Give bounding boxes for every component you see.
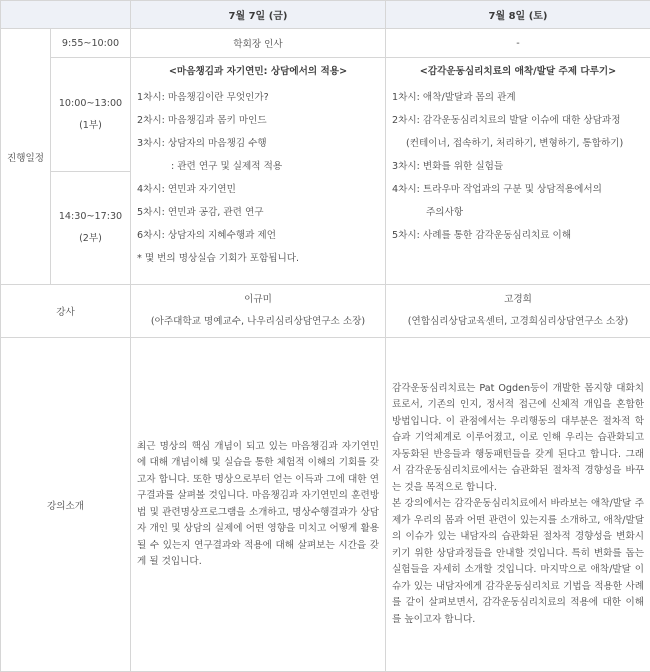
day2-item-1: 1차시: 애착/발달과 몸의 관계 — [392, 92, 516, 103]
instructor-day1-name: 이규미 — [244, 294, 272, 305]
greeting-day1: 학회장 인사 — [131, 29, 386, 58]
instructor-day2 — [386, 285, 650, 338]
instructor-day1 — [131, 285, 386, 338]
time-slot-1: 9:55~10:00 — [51, 29, 131, 58]
instructor-day2-affiliation: (연합심리상담교육센터, 고경희심리상담연구소 소장) — [407, 316, 629, 327]
header-day1: 7월 7일 (금) — [131, 1, 386, 29]
day2-item-4-note: 주의사항 — [426, 207, 464, 218]
header-day2: 7월 8일 (토) — [386, 1, 650, 29]
day2-item-3: 3차시: 변화를 위한 실험들 — [392, 161, 504, 172]
instructor-label: 강사 — [1, 285, 131, 338]
instructor-day1-affiliation: (아주대학교 명예교수, 나우리심리상담연구소 소장) — [150, 316, 366, 327]
intro-day1 — [131, 338, 386, 672]
day1-item-4: 4차시: 연민과 자기연민 — [137, 184, 236, 195]
greeting-day2: - — [386, 29, 650, 58]
intro-day2-paragraph-1: 감각운동심리치료는 Pat Ogden등이 개발한 몸지향 대화치료로서, 기존의 인지, 정서적 접근에 신체적 개입을 혼합한 방법입니다. 이 관점에서는 우리행동의 대부분은 절차적 학습과 기억체계로 이루어졌고, 이로 인해 우리는 습관화되고 자동화된 반응들과 행동패턴들을 갖게 된다고 합니다. 그래서 감각운동심리치료에서는 습관화된 절차적 경향성을 바꾸는 것을 목적으로 합니다. — [392, 382, 644, 493]
day1-session — [131, 58, 386, 285]
day1-item-2: 2차시: 마음챙김과 몸키 마인드 — [137, 115, 267, 126]
intro-day1-text: 최근 명상의 핵심 개념이 되고 있는 마음챙김과 자기연민에 대해 개념이해 및 실습을 통한 체험적 이해의 기회를 갖고자 합니다. 또한 명상으로부터 얻는 이득과 그에 대한 연구결과를 살펴볼 것입니다. 마음챙김과 자기연민의 훈련방법 및 관련명상프로그램을 소개하고, 명상수행결과가 상담자 개인 및 상담의 실제에 어떤 영향을 미치고 어떻게 활용될 수 있는지 연구결과와 적용에 대해 살펴보는 시간을 갖게 될 것입니다. — [137, 440, 379, 567]
instructor-row — [1, 285, 650, 338]
day1-item-1: 1차시: 마음챙김이란 무엇인가? — [137, 92, 269, 103]
day1-session-title: <마음챙김과 자기연민: 상담에서의 적용> — [168, 66, 348, 77]
time-slot-2-part: (1부) — [79, 119, 102, 131]
instructor-day2-name: 고경희 — [504, 294, 532, 305]
day2-item-2: 2차시: 감각운동심리치료의 발달 이슈에 대한 상담과정 — [392, 115, 621, 126]
day1-note: * 몇 번의 명상실습 기회가 포함됩니다. — [137, 253, 300, 264]
day1-item-3: 3차시: 상담자의 마음챙김 수행 — [137, 138, 267, 149]
time-slot-3-part: (2부) — [79, 233, 102, 244]
day2-item-2-note: (컨테이너, 접속하기, 처리하기, 변형하기, 통합하기) — [406, 138, 624, 149]
time-slot-2-time: 10:00~13:00 — [58, 97, 123, 109]
day2-item-5: 5차시: 사례를 통한 감각운동심리치료 이해 — [392, 230, 572, 241]
schedule-label: 진행일정 — [1, 29, 51, 285]
time-slot-2 — [51, 58, 131, 172]
header-row — [1, 1, 650, 29]
session-row-1 — [1, 58, 650, 172]
intro-day2 — [386, 338, 650, 672]
greeting-row — [1, 29, 650, 58]
time-slot-3 — [51, 172, 131, 285]
day1-item-3-note: : 관련 연구 및 실제적 적용 — [171, 161, 283, 172]
day1-item-5: 5차시: 연민과 공감, 관련 연구 — [137, 207, 264, 218]
day2-session-title: <감각운동심리치료의 애착/발달 주제 다루기> — [419, 66, 617, 77]
day1-item-6: 6차시: 상담자의 지혜수행과 제언 — [137, 230, 276, 241]
intro-row — [1, 338, 650, 672]
header-corner — [1, 1, 131, 29]
intro-label: 강의소개 — [1, 338, 131, 672]
day2-item-4: 4차시: 트라우마 작업과의 구분 및 상담적용에서의 — [392, 184, 602, 195]
day2-session — [386, 58, 650, 285]
time-slot-3-time: 14:30~17:30 — [58, 211, 123, 222]
intro-day2-paragraph-2: 본 강의에서는 감각운동심리치료에서 바라보는 애착/발달 주제가 우리의 몸과 어떤 관련이 있는지를 소개하고, 애착/발달의 이슈가 있는 내담자의 습관화된 절차적 경향성을 변화시키기 위한 상담과정들을 안내할 것입니다. 특히 변화를 돕는 실험들을 자세히 소개할 것입니다. 마지막으로 애착/발달 이슈가 있는 내담자에게 감각운동심리치료 기법을 적용한 사례를 같이 살펴보면서, 감각운동심리치료의 적용에 대한 이해를 높이고자 합니다. — [392, 498, 644, 625]
